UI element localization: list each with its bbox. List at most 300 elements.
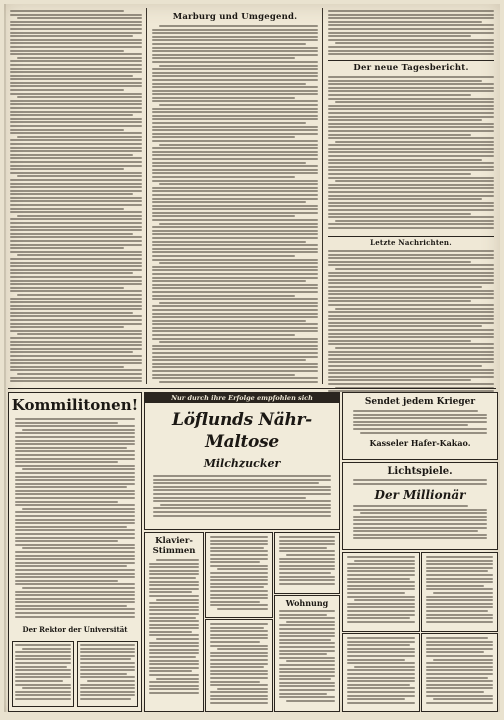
text-line bbox=[80, 662, 136, 664]
text-line bbox=[10, 272, 133, 274]
text-line bbox=[149, 573, 199, 575]
text-line bbox=[152, 75, 318, 77]
text-line bbox=[15, 612, 135, 614]
text-line bbox=[426, 655, 493, 657]
text-line bbox=[149, 620, 199, 622]
text-line bbox=[426, 637, 488, 639]
text-line bbox=[152, 151, 318, 153]
text-line bbox=[328, 315, 494, 317]
text-line bbox=[152, 190, 318, 192]
text-line bbox=[210, 594, 268, 596]
text-line bbox=[15, 497, 135, 499]
text-line bbox=[210, 576, 268, 578]
text-line bbox=[149, 649, 199, 651]
text-line bbox=[15, 483, 135, 485]
text-line bbox=[10, 93, 142, 95]
text-line bbox=[328, 184, 494, 186]
text-line bbox=[335, 347, 494, 349]
text-line bbox=[10, 236, 142, 238]
text-line bbox=[10, 85, 142, 87]
text-line bbox=[15, 691, 71, 693]
text-line bbox=[152, 251, 318, 253]
text-line bbox=[328, 365, 482, 367]
ad-classified-2 bbox=[421, 552, 498, 632]
text-line bbox=[210, 579, 268, 581]
text-line bbox=[10, 111, 142, 113]
left-article-column bbox=[10, 10, 142, 386]
text-line bbox=[210, 670, 268, 672]
text-line bbox=[286, 660, 335, 662]
text-line bbox=[149, 688, 199, 690]
text-line bbox=[328, 223, 494, 225]
text-line bbox=[10, 132, 142, 134]
text-line bbox=[152, 330, 318, 332]
text-line bbox=[15, 537, 135, 539]
text-line bbox=[156, 638, 199, 640]
text-line bbox=[152, 359, 306, 361]
text-line bbox=[152, 215, 295, 217]
text-line bbox=[347, 570, 415, 572]
ad-kaninchen bbox=[12, 641, 74, 707]
ad-naehr-maltose-brand: Milchzucker bbox=[203, 457, 281, 470]
text-line bbox=[10, 362, 142, 364]
text-line bbox=[328, 17, 494, 19]
text-line bbox=[152, 295, 295, 297]
text-line bbox=[347, 596, 415, 598]
text-line bbox=[10, 305, 142, 307]
text-line bbox=[347, 641, 415, 643]
text-line bbox=[328, 195, 494, 197]
text-line bbox=[353, 509, 487, 511]
text-line bbox=[152, 338, 318, 340]
text-line bbox=[149, 602, 199, 604]
text-line bbox=[15, 504, 135, 506]
text-line bbox=[10, 301, 142, 303]
text-line bbox=[210, 659, 268, 661]
text-line bbox=[328, 83, 494, 85]
text-line bbox=[328, 53, 494, 55]
text-line bbox=[10, 190, 142, 192]
text-line bbox=[328, 279, 494, 281]
text-line bbox=[149, 652, 199, 654]
text-line bbox=[10, 377, 142, 379]
text-line bbox=[426, 606, 493, 608]
text-line bbox=[426, 567, 493, 569]
text-line bbox=[15, 440, 135, 442]
text-line bbox=[80, 691, 136, 693]
text-line bbox=[15, 608, 135, 610]
text-line bbox=[328, 286, 482, 288]
section-heading-letzte-nachrichten: Letzte Nachrichten. bbox=[370, 239, 452, 247]
text-line bbox=[152, 83, 306, 85]
section-heading-marburg: Marburg und Umgegend. bbox=[172, 12, 298, 22]
text-line bbox=[17, 373, 142, 375]
text-line bbox=[353, 424, 468, 426]
text-line bbox=[426, 581, 493, 583]
text-line bbox=[15, 598, 135, 600]
text-line bbox=[10, 147, 142, 149]
text-line bbox=[426, 687, 493, 689]
text-line bbox=[347, 617, 410, 619]
text-line bbox=[152, 298, 318, 300]
text-line bbox=[15, 490, 135, 492]
text-line bbox=[10, 39, 142, 41]
text-line bbox=[347, 621, 415, 623]
text-line bbox=[279, 675, 335, 677]
text-line bbox=[328, 173, 471, 175]
text-line bbox=[347, 606, 415, 608]
text-line bbox=[152, 72, 318, 74]
text-line bbox=[353, 516, 487, 518]
text-line bbox=[279, 568, 335, 570]
text-line bbox=[328, 10, 494, 12]
text-line bbox=[152, 147, 318, 149]
text-line bbox=[22, 587, 135, 589]
text-line bbox=[210, 547, 264, 549]
ad-sendet-krieger bbox=[342, 392, 498, 460]
text-line bbox=[152, 356, 318, 358]
text-line bbox=[22, 508, 135, 510]
text-line bbox=[286, 554, 335, 556]
text-line bbox=[10, 172, 142, 174]
text-line bbox=[353, 417, 487, 419]
text-line bbox=[210, 583, 268, 585]
text-line bbox=[10, 154, 133, 156]
text-line bbox=[153, 489, 331, 491]
ad-lichtspiele-film: Der Millionär bbox=[374, 488, 466, 502]
text-line bbox=[15, 601, 135, 603]
text-line bbox=[152, 129, 318, 131]
text-line bbox=[159, 25, 318, 27]
text-line bbox=[152, 194, 318, 196]
text-line bbox=[210, 655, 268, 657]
text-line bbox=[159, 183, 318, 185]
text-line bbox=[328, 304, 494, 306]
text-line bbox=[149, 581, 199, 583]
text-line bbox=[149, 595, 199, 597]
text-line bbox=[210, 684, 268, 686]
text-line bbox=[152, 226, 318, 228]
text-line bbox=[159, 223, 318, 225]
page-fold-shadow bbox=[4, 4, 6, 712]
text-line bbox=[149, 563, 199, 565]
text-line bbox=[347, 662, 415, 664]
text-line bbox=[152, 133, 318, 135]
text-line bbox=[153, 475, 331, 477]
text-line bbox=[22, 547, 135, 549]
text-line bbox=[149, 609, 199, 611]
text-line bbox=[15, 562, 135, 564]
text-line bbox=[426, 648, 493, 650]
text-line bbox=[10, 14, 142, 16]
text-line bbox=[10, 326, 124, 328]
text-line bbox=[152, 100, 318, 102]
text-line bbox=[217, 688, 268, 690]
text-line bbox=[426, 669, 493, 671]
text-line bbox=[279, 639, 331, 641]
text-line bbox=[159, 302, 318, 304]
ad-wohnung-title: Wohnung bbox=[285, 598, 329, 608]
text-line bbox=[426, 666, 493, 668]
text-line bbox=[149, 642, 199, 644]
text-line bbox=[328, 264, 494, 266]
text-line bbox=[10, 89, 124, 91]
text-line bbox=[15, 544, 135, 546]
text-line bbox=[153, 486, 331, 488]
text-line bbox=[80, 687, 136, 689]
text-line bbox=[328, 282, 494, 284]
text-line bbox=[80, 673, 128, 675]
text-line bbox=[279, 650, 335, 652]
text-line bbox=[347, 680, 415, 682]
text-line bbox=[149, 656, 196, 658]
text-line bbox=[347, 651, 415, 653]
text-line bbox=[328, 213, 471, 215]
text-line bbox=[152, 68, 318, 70]
text-line bbox=[328, 202, 494, 204]
text-line bbox=[10, 244, 142, 246]
text-line bbox=[15, 450, 135, 452]
text-line bbox=[10, 355, 142, 357]
text-line bbox=[328, 272, 494, 274]
text-line bbox=[149, 624, 199, 626]
ads-separator bbox=[8, 388, 496, 389]
text-line bbox=[10, 247, 124, 249]
text-line bbox=[347, 655, 415, 657]
text-line bbox=[152, 237, 318, 239]
text-line bbox=[152, 32, 318, 34]
text-line bbox=[347, 567, 415, 569]
text-line bbox=[426, 677, 488, 679]
text-line bbox=[360, 512, 487, 514]
text-line bbox=[347, 687, 415, 689]
text-line bbox=[149, 681, 199, 683]
text-line bbox=[328, 187, 494, 189]
text-line bbox=[10, 121, 142, 123]
text-line bbox=[149, 613, 199, 615]
text-line bbox=[328, 376, 494, 378]
text-line bbox=[279, 678, 331, 680]
text-line bbox=[15, 573, 135, 575]
text-line bbox=[328, 318, 494, 320]
text-line bbox=[328, 361, 494, 363]
text-line bbox=[210, 645, 268, 647]
text-line bbox=[328, 35, 471, 37]
text-line bbox=[153, 493, 331, 495]
text-line bbox=[10, 229, 142, 231]
text-line bbox=[152, 248, 318, 250]
text-line bbox=[80, 655, 136, 657]
column-rule bbox=[146, 8, 147, 384]
text-line bbox=[152, 208, 318, 210]
text-line bbox=[279, 617, 335, 619]
text-line bbox=[210, 558, 268, 560]
text-line bbox=[156, 678, 199, 680]
text-line bbox=[152, 205, 318, 207]
text-line bbox=[426, 574, 493, 576]
text-line bbox=[15, 576, 135, 578]
text-line bbox=[210, 565, 268, 567]
text-line bbox=[279, 550, 335, 552]
text-line bbox=[152, 374, 295, 376]
ad-krieger-title: Sendet jedem Krieger bbox=[364, 397, 476, 407]
text-line bbox=[10, 265, 142, 267]
text-line bbox=[10, 369, 142, 371]
ad-classified-3 bbox=[342, 633, 420, 712]
text-line bbox=[328, 108, 494, 110]
text-line bbox=[279, 583, 335, 585]
text-line bbox=[22, 648, 71, 650]
text-line bbox=[328, 300, 471, 302]
text-line bbox=[10, 200, 142, 202]
text-line bbox=[152, 323, 318, 325]
text-line bbox=[10, 21, 142, 23]
text-line bbox=[10, 208, 124, 210]
text-line bbox=[15, 458, 135, 460]
text-line bbox=[152, 219, 318, 221]
ad-naehr-maltose-title: Löflunds Nähr-Maltose bbox=[172, 410, 312, 452]
text-line bbox=[15, 519, 135, 521]
text-line bbox=[328, 50, 494, 52]
text-line bbox=[347, 610, 415, 612]
text-line bbox=[152, 309, 318, 311]
text-line bbox=[152, 370, 318, 372]
text-line bbox=[22, 687, 71, 689]
text-line bbox=[347, 677, 415, 679]
text-line bbox=[353, 505, 468, 507]
text-line bbox=[279, 628, 335, 630]
text-line bbox=[328, 275, 494, 277]
text-line bbox=[10, 366, 124, 368]
text-line bbox=[156, 599, 199, 601]
text-line bbox=[328, 123, 494, 125]
text-line bbox=[328, 340, 471, 342]
text-line bbox=[347, 659, 405, 661]
text-line bbox=[328, 216, 494, 218]
text-line bbox=[328, 325, 482, 327]
text-line bbox=[279, 624, 335, 626]
text-line bbox=[152, 305, 318, 307]
text-line bbox=[328, 130, 494, 132]
text-line bbox=[15, 454, 135, 456]
text-line bbox=[152, 36, 318, 38]
text-line bbox=[15, 698, 71, 700]
text-line bbox=[87, 680, 136, 682]
text-line bbox=[328, 137, 494, 139]
text-line bbox=[426, 560, 493, 562]
text-line bbox=[80, 644, 136, 646]
text-line bbox=[15, 447, 127, 449]
text-line bbox=[10, 82, 142, 84]
text-line bbox=[210, 540, 268, 542]
text-line bbox=[279, 671, 335, 673]
text-line bbox=[328, 155, 494, 157]
text-line bbox=[328, 87, 494, 89]
ad-kommilitonen bbox=[8, 392, 142, 712]
text-line bbox=[15, 465, 135, 467]
text-line bbox=[149, 617, 196, 619]
text-line bbox=[153, 507, 331, 509]
text-line bbox=[10, 204, 142, 206]
text-line bbox=[210, 637, 268, 639]
text-line bbox=[426, 588, 493, 590]
text-line bbox=[10, 114, 133, 116]
text-line bbox=[210, 681, 260, 683]
text-line bbox=[80, 684, 136, 686]
text-line bbox=[80, 666, 136, 668]
text-line bbox=[279, 632, 335, 634]
text-line bbox=[354, 560, 415, 562]
text-line bbox=[347, 691, 415, 693]
text-line bbox=[286, 700, 335, 702]
text-line bbox=[149, 692, 199, 694]
text-line bbox=[152, 50, 318, 52]
text-line bbox=[10, 323, 142, 325]
text-line bbox=[328, 322, 494, 324]
text-line bbox=[347, 581, 415, 583]
text-line bbox=[353, 410, 478, 412]
text-line bbox=[426, 621, 493, 623]
text-line bbox=[152, 233, 318, 235]
text-line bbox=[426, 603, 493, 605]
text-line bbox=[217, 608, 268, 610]
right-article-column bbox=[328, 10, 494, 386]
text-line bbox=[210, 590, 268, 592]
text-line bbox=[210, 691, 268, 693]
text-line bbox=[10, 183, 142, 185]
text-line bbox=[10, 308, 142, 310]
text-line bbox=[10, 161, 142, 163]
text-line bbox=[80, 648, 136, 650]
text-line bbox=[15, 522, 135, 524]
text-line bbox=[279, 543, 335, 545]
text-line bbox=[335, 220, 494, 222]
text-line bbox=[152, 140, 318, 142]
text-line bbox=[347, 698, 405, 700]
text-line bbox=[153, 482, 319, 484]
text-line bbox=[10, 179, 142, 181]
text-line bbox=[152, 291, 318, 293]
text-line bbox=[354, 599, 415, 601]
text-line bbox=[17, 175, 142, 177]
text-line bbox=[10, 32, 142, 34]
text-line bbox=[10, 280, 142, 282]
text-line bbox=[10, 251, 142, 253]
text-line bbox=[353, 519, 487, 521]
text-line bbox=[17, 254, 142, 256]
text-line bbox=[159, 144, 318, 146]
text-line bbox=[279, 572, 331, 574]
text-line bbox=[10, 28, 142, 30]
text-line bbox=[210, 698, 268, 700]
text-line bbox=[15, 680, 63, 682]
text-line bbox=[152, 363, 318, 365]
text-line bbox=[279, 682, 335, 684]
text-line bbox=[426, 556, 493, 558]
text-line bbox=[152, 259, 318, 261]
text-line bbox=[10, 165, 142, 167]
text-line bbox=[347, 644, 410, 646]
text-line bbox=[10, 351, 133, 353]
text-line bbox=[10, 139, 142, 141]
text-line bbox=[328, 290, 494, 292]
text-line bbox=[80, 698, 132, 700]
text-line bbox=[152, 158, 318, 160]
text-line bbox=[152, 187, 318, 189]
text-line bbox=[152, 198, 318, 200]
text-line bbox=[353, 414, 487, 416]
text-line bbox=[328, 177, 494, 179]
